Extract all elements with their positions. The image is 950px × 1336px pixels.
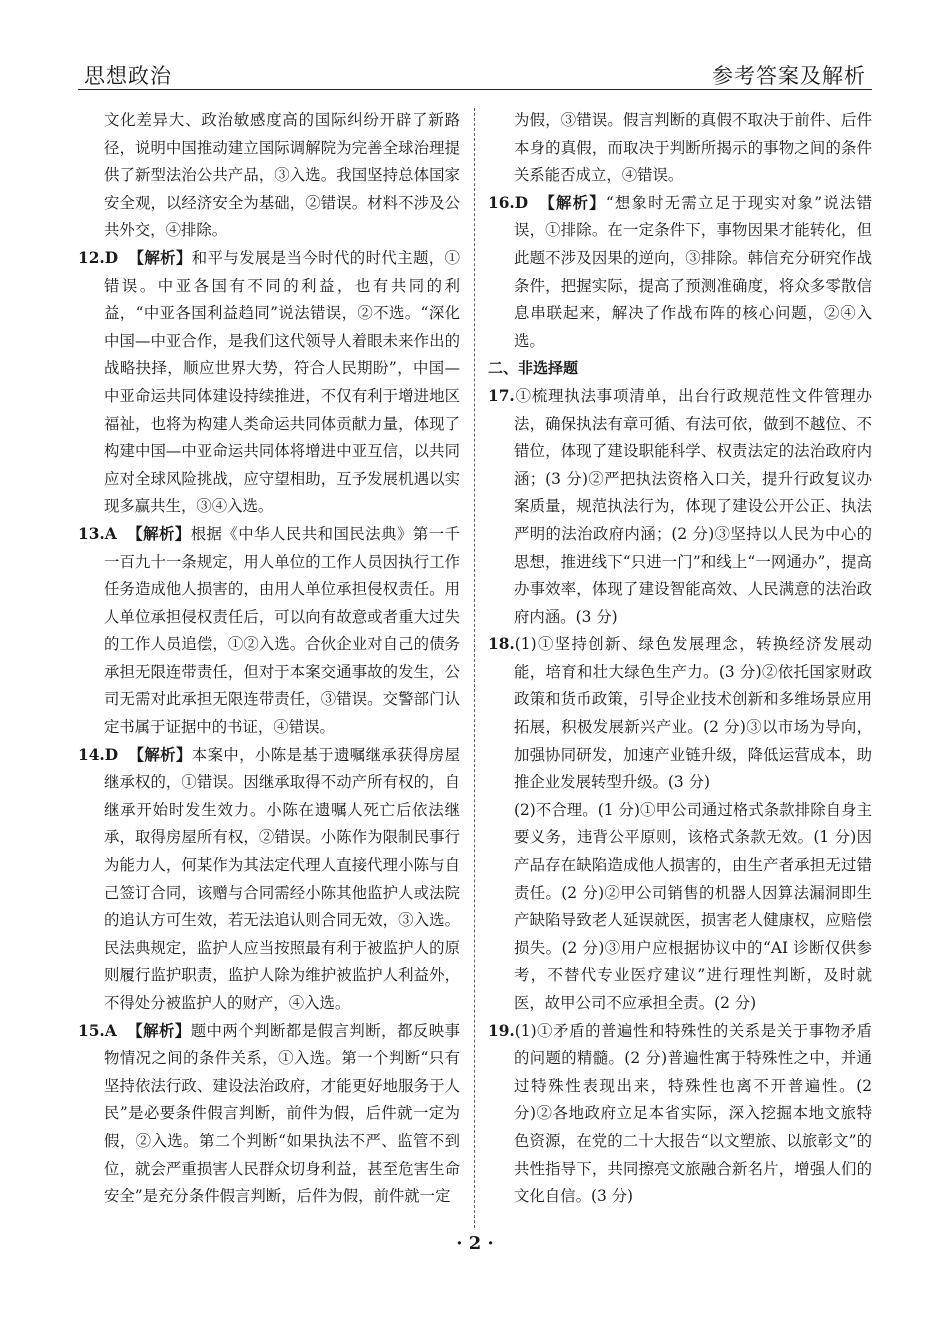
question-12 bbox=[78, 245, 460, 521]
answer-letter: A bbox=[104, 524, 117, 543]
question-number: 15. bbox=[78, 1021, 105, 1040]
analysis-tag: 【解析】 bbox=[126, 524, 191, 543]
analysis-text: 题中两个判断都是假言判断，都反映事物情况之间的条件关系，①入选。第一个判断“只有坚持依法行政、建设法治政府，才能更好地服务于人民”是必要条件假言判断，前件为假，后件就一定为假，②入选。第二个判断“如果执法不严、监管不到位，就会严重损害人民群众切身利益，甚至危害生命安全”是充分条件假言判断，后件为假，前件就一定 bbox=[104, 1021, 460, 1206]
question-15 bbox=[78, 1018, 460, 1211]
answer-letter: D bbox=[514, 193, 529, 212]
question-number: 19. bbox=[488, 1021, 515, 1040]
question-number: 18. bbox=[488, 635, 515, 654]
question-number: 14. bbox=[78, 745, 105, 764]
answer-letter: A bbox=[104, 1021, 117, 1040]
q15-continuation: 为假，③错误。假言判断的真假不取决于前件、后件本身的真假，而取决于判断所揭示的事物之间的条件关系能否成立，④错误。 bbox=[514, 111, 872, 185]
section-title: 参考答案及解析 bbox=[712, 64, 866, 88]
question-number: 17. bbox=[488, 386, 515, 405]
analysis-tag: 【解析】 bbox=[126, 1021, 191, 1040]
analysis-text: 本案中，小陈是基于遗嘱继承获得房屋继承权的，①错误。因继承取得不动产所有权的，自继承开始时发生效力。小陈在遗嘱人死亡后依法继承，取得房屋所有权，②错误。小陈作为限制民事行为能力人，何某作为其法定代理人直接代理小陈与自己签订合同，该赠与合同需经小陈其他监护人或法院的追认方可生效，若无法追认则合同无效，③入选。民法典规定，监护人应当按照最有利于被监护人的原则履行监护职责，监护人除为维护被监护人利益外，不得处分被监护人的财产，④入选。 bbox=[104, 745, 460, 1012]
left-column bbox=[78, 107, 460, 1211]
answer-letter: D bbox=[104, 248, 119, 267]
answer-letter: D bbox=[104, 745, 119, 764]
answer-part-1: (1)①矛盾的普遍性和特殊性的关系是关于事物矛盾的问题的精髓。(2 分)普遍性寓于特殊性之中，并通过特殊性表现出来，特殊性也离不开普遍性。(2 分)②各地政府立足本省实际，深入挖掘本地文旅特色资源，在党的二十大报告“以文塑旅、以旅彰文”的共性指导下，共同擦亮文旅融合新名片，增强人们的文化自信。(3 分) bbox=[514, 1021, 872, 1206]
right-column bbox=[488, 107, 872, 1211]
subject-title: 思想政治 bbox=[84, 64, 172, 88]
question-number: 16. bbox=[488, 193, 515, 212]
question-17 bbox=[488, 383, 872, 631]
section-heading: 二、非选择题 bbox=[488, 359, 579, 378]
question-13 bbox=[78, 521, 460, 742]
analysis-tag: 【解析】 bbox=[538, 193, 606, 212]
question-19 bbox=[488, 1018, 872, 1211]
analysis-text: “想象时无需立足于现实对象”说法错误，①排除。在一定条件下，事物因果才能转化，但此题不涉及因果的逆向，③排除。韩信充分研究作战条件，把握实际，提高了预测准确度，将众多零散信息串联起来，解决了作战布阵的核心问题，②④入选。 bbox=[514, 193, 872, 350]
answer-part-1: (1)①坚持创新、绿色发展理念，转换经济发展动能，培育和壮大绿色生产力。(3 分)②依托国家财政政策和货币政策，引导企业技术创新和多维场景应用拓展，积极发展新兴产业。(2 分)③以市场为导向，加强协同研发，加速产业链升级，降低运营成本，助推企业发展转型升级。(3 分) bbox=[514, 635, 872, 792]
analysis-tag: 【解析】 bbox=[128, 248, 192, 267]
analysis-tag: 【解析】 bbox=[128, 745, 192, 764]
question-18 bbox=[488, 631, 872, 797]
question-18-part-2: (2)不合理。(1 分)①甲公司通过格式条款排除自身主要义务，违背公平原则，该格式条款无效。(1 分)因产品存在缺陷造成他人损害的，由生产者承担无过错责任。(2 分)②甲公司销售的机器人因算法漏洞即生产缺陷导致老人延误就医，损害老人健康权，应赔偿损失。(2 分)③用户应根据协议中的“AI 诊断仅供参考，不替代专业医疗建议”进行理性判断，及时就医，故甲公司不应承担全责。(2 分) bbox=[514, 800, 872, 1012]
analysis-text: 和平与发展是当今时代的时代主题，①错误。中亚各国有不同的利益，也有共同的利益，“中亚各国利益趋同”说法错误，②不选。“深化中国—中亚合作，是我们这代领导人着眼未来作出的战略抉择，顺应世界大势，符合人民期盼”，中国—中亚命运共同体建设持续推进，不仅有利于增进地区福祉，也将为构建人类命运共同体贡献力量，体现了构建中国—中亚命运共同体将增进中亚互信，以共同应对全球风险挑战，应守望相助，互予发展机遇以实现多赢共生，③④入选。 bbox=[104, 248, 460, 516]
answer-text: ①梳理执法事项清单，出台行政规范性文件管理办法，确保执法有章可循、有法可依，做到不越位、不错位，体现了建设职能科学、权责法定的法治政府内涵；(3 分)②严把执法资格入口关，提升行政复议办案质量，规范执法行为，体现了建设公开公正、执法严明的法治政府内涵；(2 分)③坚持以人民为中心的思想，推进线下“只进一门”和线上“一网通办”，提高办事效率，体现了建设智能高效、人民满意的法治政府内涵。(3 分) bbox=[514, 386, 872, 626]
question-14 bbox=[78, 742, 460, 1018]
question-number: 12. bbox=[78, 248, 105, 267]
page-header bbox=[78, 56, 872, 90]
page-number: · 2 · bbox=[456, 1233, 494, 1254]
question-16 bbox=[488, 190, 872, 356]
question-number: 13. bbox=[78, 524, 105, 543]
q11-continuation: 文化差异大、政治敏感度高的国际纠纷开辟了新路径，说明中国推动建立国际调解院为完善全球治理提供了新型法治公共产品，③入选。我国坚持总体国家安全观，以经济安全为基础，②错误。材料不涉及公共外交，④排除。 bbox=[104, 111, 460, 240]
column-divider bbox=[474, 108, 475, 1228]
header-rule bbox=[78, 89, 872, 90]
analysis-text: 根据《中华人民共和国民法典》第一千一百九十一条规定，用人单位的工作人员因执行工作任务造成他人损害的，由用人单位承担侵权责任。用人单位承担侵权责任后，可以向有故意或者重大过失的工作人员追偿，①②入选。合伙企业对自己的债务承担无限连带责任，但对于本案交通事故的发生，公司无需对此承担无限连带责任，③错误。交警部门认定书属于证据中的书证，④错误。 bbox=[104, 524, 460, 737]
